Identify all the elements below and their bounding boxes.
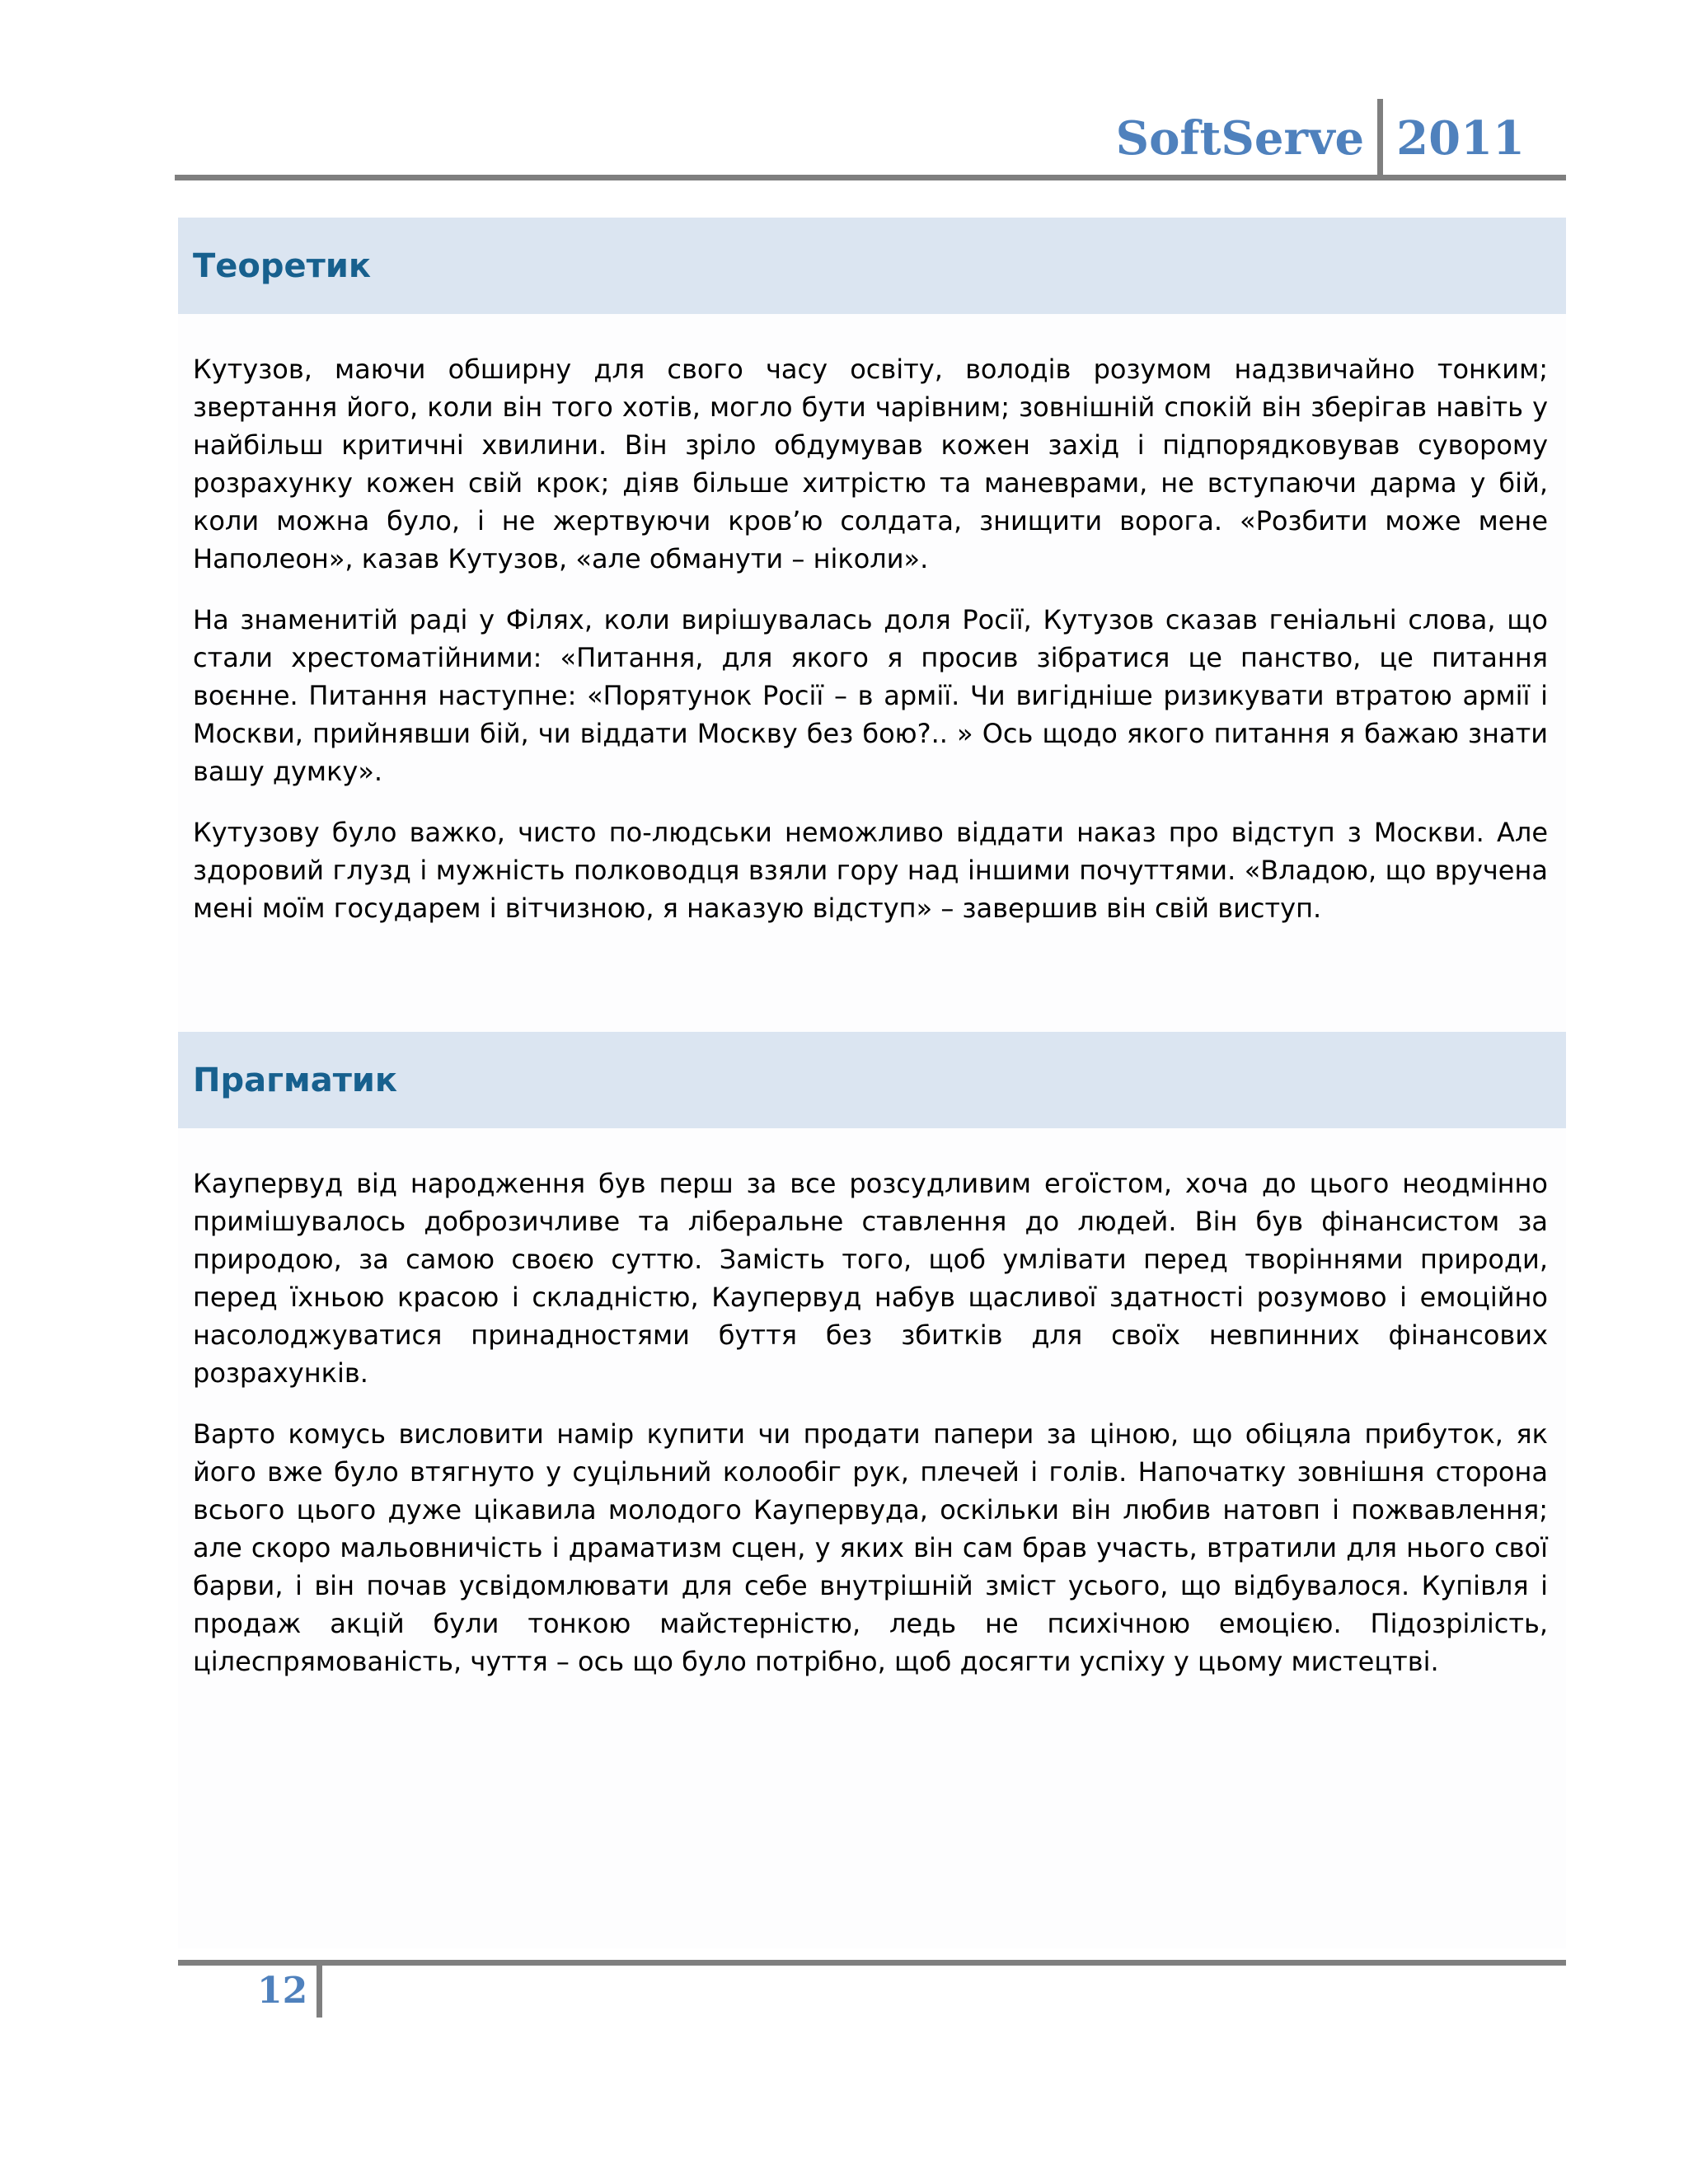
header-brand <box>1116 97 1525 180</box>
paragraph: Варто комусь висловити намір купити чи продати папери за ціною, що обіцяла прибуток, як його вже було втягнуто у суцільний колообіг рук, плечей і голів. Напочатку зовнішня сторона всього цього дуже цікавила молодого Каупервуда, оскільки він любив натовп і пожвавлення; але скоро мальовничість і драматизм сцен, у яких він сам брав участь, втратили для нього свої барви, і він почав усвідомлювати для себе внутрішній зміст усього, що відбувалося. Купівля і продаж акцій були тонкою майстерністю, ледь не психічною емоцією. Підозрілість, цілеспрямованість, чуття – ось що було потрібно, щоб досягти успіху у цьому мистецтві. <box>193 1418 1548 1677</box>
header-company-name: SoftServe <box>1115 111 1365 166</box>
paragraph: Кутузов, маючи обширну для свого часу освіту, володів розумом надзвичайно тонким; звертання його, коли він того хотів, могло бути чарівним; зовнішній спокій він зберігав навіть у найбільш критичні хвилини. Він зріло обдумував кожен захід і підпорядковував суворому розрахунку кожен свій крок; діяв більше хитрістю та маневрами, не вступаючи дарма у бій, коли можна було, і не жертвуючи кров’ю солдата, знищити ворога. «Розбити може мене Наполеон», казав Кутузов, «але обманути – ніколи». <box>193 354 1548 574</box>
header-rule <box>175 175 1566 180</box>
page-header <box>175 97 1566 180</box>
footer-rule <box>178 1960 1566 1966</box>
paragraph: Кутузову було важко, чисто по-людськи неможливо віддати наказ про відступ з Москви. Але здоровий глузд і мужність полководця взяли гору над іншими почуттями. «Владою, що вручена мені моїм государем і вітчизною, я наказую відступ» – завершив він свій виступ. <box>193 817 1548 924</box>
section-heading-theoretician: Теоретик <box>178 218 1566 314</box>
header-year: 2011 <box>1396 111 1525 166</box>
footer-divider <box>316 1961 322 2018</box>
page-number: 12 <box>257 1969 308 2012</box>
section-body-theoretician <box>193 350 1548 950</box>
section-heading-pragmatist: Прагматик <box>178 1032 1566 1128</box>
section-body-pragmatist <box>193 1165 1548 1704</box>
paragraph: Каупервуд від народження був перш за все розсудливим егоїстом, хоча до цього неодмінно примішувалось доброзичливе та ліберальне ставлення до людей. Він був фінансистом за природою, за самою своєю суттю. Замість того, щоб умлівати перед творіннями природи, перед їхньою красою і складністю, Каупервуд набув щасливої здатності розумово і емоційно насолоджуватися принадностями буття без збитків для своїх невпинних фінансових розрахунків. <box>193 1168 1548 1389</box>
paragraph: На знаменитій раді у Філях, коли вирішувалась доля Росії, Кутузов сказав геніальні слова, що стали хрестоматійними: «Питання, для якого я просив зібратися це панство, це питання воєнне. Питання наступне: «Порятунок Росії – в армії. Чи вигідніше ризикувати втратою армії і Москви, прийнявши бій, чи віддати Москву без бою?.. » Ось щодо якого питання я бажаю знати вашу думку». <box>193 604 1548 787</box>
header-divider <box>1377 99 1383 178</box>
